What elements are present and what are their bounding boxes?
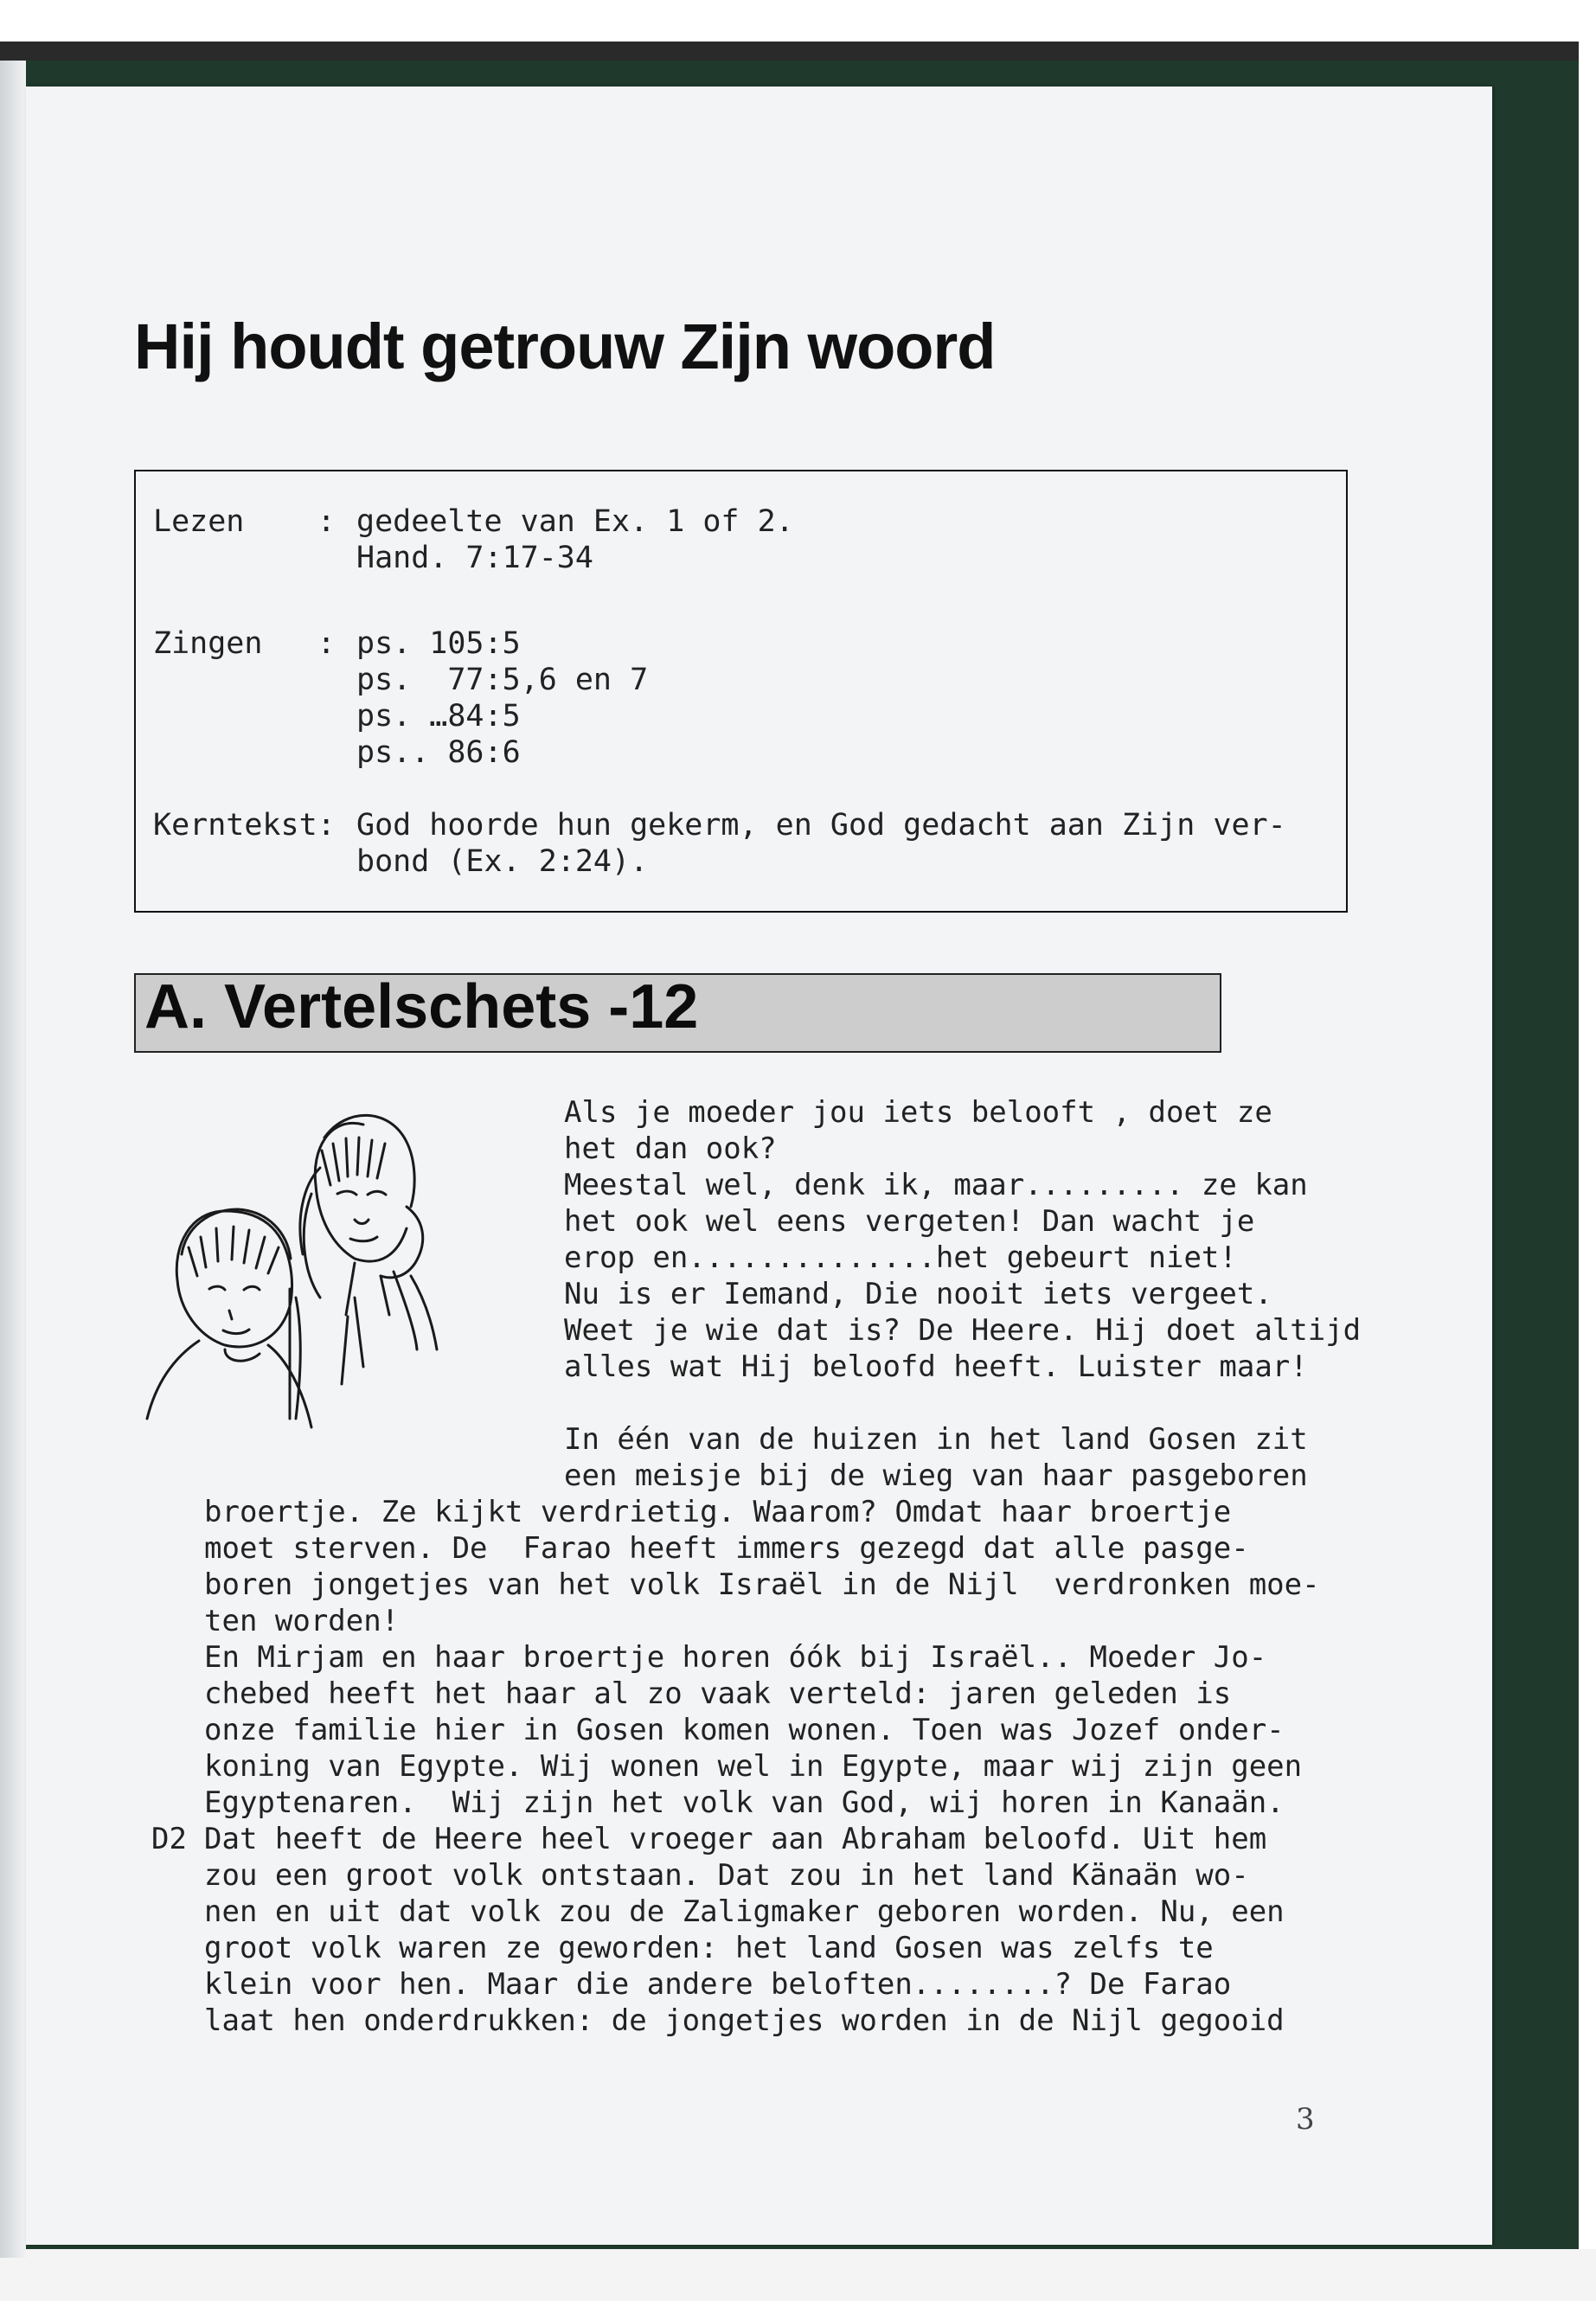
intro-line: Nu is er Iemand, Die nooit iets vergeet. [564, 1277, 1272, 1311]
page-number: 3 [1296, 2102, 1315, 2137]
children-illustration [95, 1090, 545, 1436]
intro-line: alles wat Hij beloofd heeft. Luister maar! [564, 1349, 1308, 1384]
intro-line: erop en..............het gebeurt niet! [564, 1240, 1237, 1275]
lezen-label: Lezen : [153, 504, 336, 539]
intro-line: Weet je wie dat is? De Heere. Hij doet altijd [564, 1313, 1362, 1348]
page-title: Hij houdt getrouw Zijn woord [134, 311, 996, 382]
zingen-line: ps. …84:5 [356, 699, 521, 734]
story-line: chebed heeft het haar al zo vaak verteld: jaren geleden is [204, 1676, 1232, 1711]
story-line: zou een groot volk ontstaan. Dat zou in het land Känaän wo- [204, 1858, 1249, 1893]
story-line: broertje. Ze kijkt verdrietig. Waarom? Omdat haar broertje [204, 1495, 1232, 1529]
reading-info-box [134, 470, 1348, 913]
lezen-line: gedeelte van Ex. 1 of 2. [356, 504, 794, 539]
story-line: onze familie hier in Gosen komen wonen. Toen was Jozef onder- [204, 1713, 1285, 1747]
kerntekst-label: Kerntekst: [153, 808, 336, 843]
story-line: moet sterven. De Farao heeft immers gezegd dat alle pasge- [204, 1531, 1249, 1566]
story-line: klein voor hen. Maar die andere beloften........? De Farao [204, 1967, 1232, 2002]
intro-line: Als je moeder jou iets belooft , doet ze [564, 1095, 1272, 1130]
story-line: ten worden! [204, 1604, 400, 1638]
section-banner [134, 973, 1221, 1053]
background-surface [0, 2249, 1596, 2301]
story-line: laat hen onderdrukken: de jongetjes worden in de Nijl gegooid [204, 2003, 1285, 2038]
intro-line: Meestal wel, denk ik, maar......... ze kan [564, 1168, 1308, 1202]
kerntekst-line: God hoorde hun gekerm, en God gedacht aan Zijn ver- [356, 808, 1286, 843]
intro-line: het dan ook? [564, 1131, 777, 1166]
zingen-label: Zingen : [153, 626, 336, 661]
story-line: groot volk waren ze geworden: het land Gosen was zelfs te [204, 1931, 1214, 1965]
story-line: nen en uit dat volk zou de Zaligmaker geboren worden. Nu, een [204, 1894, 1285, 1929]
story-line: Dat heeft de Heere heel vroeger aan Abraham beloofd. Uit hem [204, 1822, 1267, 1856]
zingen-line: ps. 77:5,6 en 7 [356, 663, 649, 697]
intro-line: het ook wel eens vergeten! Dan wacht je [564, 1204, 1255, 1239]
kerntekst-line: bond (Ex. 2:24). [356, 844, 649, 879]
zingen-line: ps.. 86:6 [356, 735, 521, 770]
story-line: een meisje bij de wieg van haar pasgeboren [564, 1458, 1308, 1493]
margin-marker: D2 [151, 1822, 187, 1856]
lezen-line: Hand. 7:17-34 [356, 541, 593, 575]
zingen-line: ps. 105:5 [356, 626, 521, 661]
story-line: En Mirjam en haar broertje horen óók bij Israël.. Moeder Jo- [204, 1640, 1267, 1675]
section-title: A. Vertelschets -12 [144, 972, 699, 1042]
story-line: boren jongetjes van het volk Israël in de Nijl verdronken moe- [204, 1567, 1320, 1602]
story-line: Egyptenaren. Wij zijn het volk van God, wij horen in Kanaän. [204, 1785, 1285, 1820]
story-line: In één van de huizen in het land Gosen zit [564, 1422, 1308, 1457]
binder-spine [0, 61, 26, 2258]
story-line: koning van Egypte. Wij wonen wel in Egypte, maar wij zijn geen [204, 1749, 1303, 1784]
